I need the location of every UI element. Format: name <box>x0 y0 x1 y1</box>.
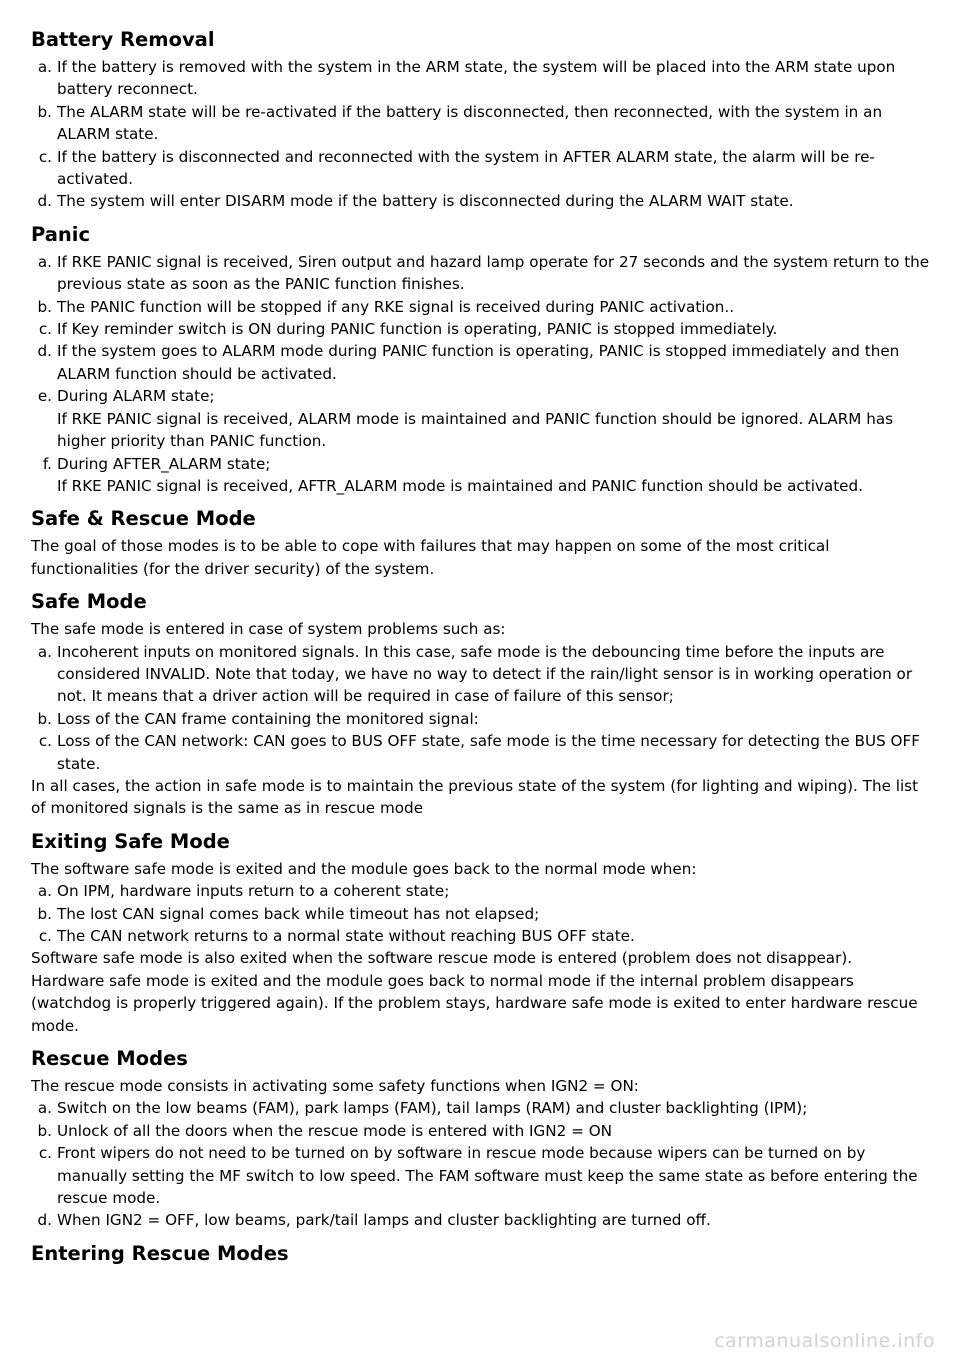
section-heading: Battery Removal <box>31 28 215 51</box>
paragraph: The rescue mode consists in activating some safety functions when IGN2 = ON: <box>31 1077 639 1096</box>
list-item <box>31 641 931 708</box>
section <box>31 1242 931 1266</box>
section <box>31 28 931 213</box>
list-item <box>31 1142 931 1209</box>
watermark: carmanualsonline.info <box>714 1330 935 1352</box>
list-item-text: The CAN network returns to a normal state without reaching BUS OFF state. <box>57 927 635 945</box>
list-item <box>31 190 931 212</box>
list-marker: c. <box>38 147 52 166</box>
list-marker: c. <box>38 1144 52 1163</box>
list-item <box>31 296 931 318</box>
list-item <box>31 251 931 296</box>
list-item <box>31 708 931 730</box>
paragraph: The goal of those modes is to be able to cope with failures that may happen on some of the most critical functionalities (for the driver security) of the system. <box>31 537 830 578</box>
list-item-text: The lost CAN signal comes back while timeout has not elapsed; <box>57 904 540 923</box>
list-item-text: If the system goes to ALARM mode during PANIC function is operating, PANIC is stopped immediately and then ALARM function should be activated. <box>57 342 900 383</box>
list-item-text: When IGN2 = OFF, low beams, park/tail lamps and cluster backlighting are turned off. <box>57 1211 711 1230</box>
list-item-text: Loss of the CAN frame containing the monitored signal: <box>57 709 479 728</box>
list-item-text: Switch on the low beams (FAM), park lamps (FAM), tail lamps (RAM) and cluster backlighting (IPM); <box>57 1099 808 1118</box>
lettered-list <box>31 1097 931 1231</box>
list-marker: a. <box>37 58 52 76</box>
list-item-text: If RKE PANIC signal is received, AFTR_ALARM mode is maintained and PANIC function should be activated. <box>57 476 863 495</box>
list-item <box>31 453 931 498</box>
section-heading: Rescue Modes <box>31 1047 188 1071</box>
list-item <box>31 1097 931 1119</box>
section-heading: Safe Mode <box>31 590 147 614</box>
document-body <box>31 28 931 1276</box>
paragraph: The safe mode is entered in case of system problems such as: <box>31 620 506 639</box>
list-item <box>31 340 931 385</box>
list-item <box>31 925 931 947</box>
section <box>31 590 931 820</box>
list-marker: a. <box>37 882 52 901</box>
list-item-text: During AFTER_ALARM state; <box>57 454 271 473</box>
paragraph: Software safe mode is also exited when the software rescue mode is entered (problem does not disappear). <box>31 949 853 968</box>
list-marker: c. <box>38 320 52 339</box>
list-item <box>31 56 931 101</box>
list-item-text: Unlock of all the doors when the rescue mode is entered with IGN2 = ON <box>57 1121 613 1140</box>
list-marker: a. <box>37 1099 52 1118</box>
list-item <box>31 880 931 902</box>
list-item <box>31 385 931 452</box>
list-marker: d. <box>37 192 52 211</box>
list-item-text: Loss of the CAN network: CAN goes to BUS OFF state, safe mode is the time necessary for detecting the BUS OFF state. <box>57 732 920 773</box>
lettered-list <box>31 56 931 213</box>
section <box>31 223 931 497</box>
list-item <box>31 146 931 191</box>
list-item <box>31 101 931 146</box>
section <box>31 1047 931 1232</box>
list-item-text: The PANIC function will be stopped if any RKE signal is received during PANIC activation.. <box>57 297 735 316</box>
section-heading: Panic <box>31 222 91 246</box>
section-heading: Safe & Rescue Mode <box>31 507 256 531</box>
list-item-text: Front wipers do not need to be turned on by software in rescue mode because wipers can be turned on by manually setting the MF switch to low speed. The FAM software must keep the same state as before entering the rescue mode. <box>57 1144 918 1208</box>
list-marker: c. <box>38 732 52 751</box>
list-item-text: If RKE PANIC signal is received, Siren output and hazard lamp operate for 27 seconds and the system return to the previous state as soon as the PANIC function finishes. <box>57 252 930 294</box>
list-marker: b. <box>37 102 52 121</box>
list-item <box>31 318 931 340</box>
list-item-text: During ALARM state; <box>57 387 215 406</box>
list-marker: b. <box>37 904 52 923</box>
list-marker: a. <box>37 642 52 661</box>
paragraph: In all cases, the action in safe mode is to maintain the previous state of the system (for lighting and wiping). The list of monitored signals is the same as in rescue mode <box>31 776 919 818</box>
list-item <box>31 1209 931 1231</box>
list-marker: e. <box>37 387 52 406</box>
paragraph: Hardware safe mode is exited and the module goes back to normal mode if the internal problem disappears (watchdog is properly triggered again). If the problem stays, hardware safe mode is exited to enter hardware rescue mode. <box>31 971 918 1035</box>
lettered-list <box>31 251 931 497</box>
list-item-text: If the battery is removed with the system in the ARM state, the system will be placed into the ARM state upon battery reconnect. <box>57 58 896 99</box>
list-marker: d. <box>37 1211 52 1230</box>
paragraph: The software safe mode is exited and the module goes back to the normal mode when: <box>31 859 697 878</box>
list-item-text: The ALARM state will be re-activated if the battery is disconnected, then reconnected, with the system in an ALARM state. <box>57 102 883 144</box>
list-item <box>31 730 931 775</box>
list-item-text: If the battery is disconnected and reconnected with the system in AFTER ALARM state, the alarm will be re-activated. <box>57 147 875 189</box>
list-item-text: If Key reminder switch is ON during PANIC function is operating, PANIC is stopped immediately. <box>57 320 778 339</box>
list-marker: c. <box>38 927 52 945</box>
list-marker: a. <box>37 252 52 271</box>
section <box>31 507 931 580</box>
list-item-text: If RKE PANIC signal is received, ALARM mode is maintained and PANIC function should be ignored. ALARM has higher priority than PANIC function. <box>57 409 894 451</box>
list-marker: f. <box>42 454 52 473</box>
list-item <box>31 1120 931 1142</box>
list-item-text: The system will enter DISARM mode if the battery is disconnected during the ALARM WAIT state. <box>57 192 794 211</box>
list-item-text: On IPM, hardware inputs return to a coherent state; <box>57 882 450 901</box>
list-marker: d. <box>37 342 52 361</box>
section-heading: Entering Rescue Modes <box>31 1241 289 1265</box>
section <box>31 830 931 1037</box>
list-item <box>31 903 931 925</box>
list-marker: b. <box>37 709 52 728</box>
list-marker: b. <box>37 297 52 316</box>
lettered-list <box>31 641 931 775</box>
section-heading: Exiting Safe Mode <box>31 829 230 853</box>
lettered-list <box>31 880 931 947</box>
list-item-text: Incoherent inputs on monitored signals. In this case, safe mode is the debouncing time before the inputs are considered INVALID. Note that today, we have no way to detect if the rain/light sensor is in working operation or not. It means that a driver action will be required in case of failure of this sensor; <box>57 642 913 706</box>
list-marker: b. <box>37 1121 52 1140</box>
